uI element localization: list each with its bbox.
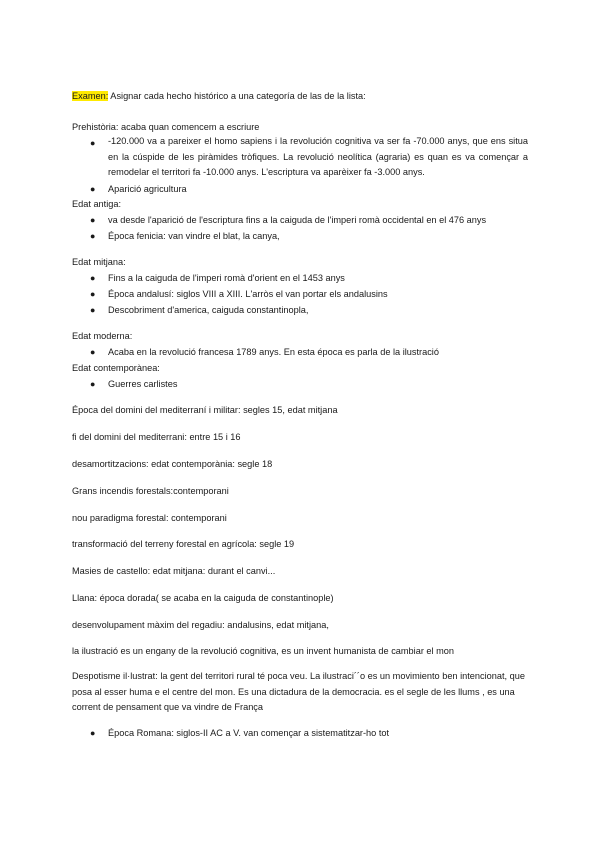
bullet-icon: ● (90, 289, 96, 299)
bullet-icon: ● (90, 215, 96, 225)
contemporanea-bullet-1: Guerres carlistes (108, 379, 178, 389)
prehistoria-heading: Prehistòria: acaba quan comencem a escriure (72, 122, 260, 132)
bullet-icon: ● (90, 184, 96, 194)
exam-instruction (72, 90, 366, 102)
note-line: Masies de castello: edat mitjana: durant el canvi... (72, 566, 276, 576)
bullet-icon: ● (90, 305, 96, 315)
bullet-icon: ● (90, 273, 96, 283)
bullet-icon: ● (90, 379, 96, 389)
mitjana-bullet-3: Descobriment d'america, caiguda constantinopla, (108, 305, 309, 315)
mitjana-bullet-1: Fins a la caiguda de l'imperi romà d'orient en el 1453 anys (108, 273, 345, 283)
bullet-icon: ● (90, 231, 96, 241)
note-line: Época del domini del mediterraní i militar: segles 15, edat mitjana (72, 405, 338, 415)
prehistoria-bullet-1: -120.000 va a pareixer el homo sapiens i la revolución cognitiva va ser fa -70.000 anys, que ens situa en la cúspide de les piràmides tròfiques. La revolució neolítica (agraria) es quan es va començar a remodelar el territori fa -10.000 anys. L'escriptura va aparèixer fa -3.000 anys. (108, 136, 528, 177)
note-line: Llana: época dorada( se acaba en la caiguda de constantinople) (72, 593, 334, 603)
mitjana-bullet-2: Época andalusí: siglos VIII a XIII. L'arròs el van portar els andalusins (108, 289, 388, 299)
note-line: fi del domini del mediterrani: entre 15 i 16 (72, 432, 241, 442)
note-line: la ilustració es un engany de la revolució cognitiva, es un invent humanista de cambiar el mon (72, 646, 455, 656)
romana-bullet: Época Romana: siglos-II AC a V. van començar a sistematitzar-ho tot (108, 728, 390, 738)
bullet-icon: ● (90, 138, 96, 148)
prehistoria-bullet-2: Aparició agricultura (108, 184, 187, 194)
antiga-bullet-2: Época fenicia: van vindre el blat, la canya, (108, 231, 280, 241)
bullet-icon: ● (90, 728, 96, 738)
note-line: nou paradigma forestal: contemporani (72, 513, 227, 523)
moderna-bullet-1: Acaba en la revolució francesa 1789 anys. En esta época es parla de la ilustració (108, 347, 439, 357)
mitjana-heading: Edat mitjana: (72, 257, 126, 267)
note-line: desenvolupament màxim del regadiu: andalusins, edat mitjana, (72, 620, 329, 630)
exam-instruction-text: Asignar cada hecho histórico a una categoría de las de la lista: (108, 91, 366, 101)
moderna-heading: Edat moderna: (72, 331, 133, 341)
antiga-bullet-1: va desde l'aparició de l'escriptura fins a la caiguda de l'imperi romà occidental en el 476 anys (108, 215, 487, 225)
note-line: Grans incendis forestals:contemporani (72, 486, 229, 496)
contemporanea-heading: Edat contemporànea: (72, 363, 160, 373)
despotisme-paragraph: Despotisme il·lustrat: la gent del territori rural té poca veu. La ilustraci´´o es un movimiento ben intencionat, que posa al esser huma e el centre del mon. Es una dictadura de la democracia. es el segle de les llums , es una corrent de pensament que va vindre de França (72, 671, 525, 712)
bullet-icon: ● (90, 347, 96, 357)
exam-label-highlight: Examen: (72, 91, 109, 101)
antiga-heading: Edat antiga: (72, 199, 122, 209)
note-line: desamortitzacions: edat contemporània: segle 18 (72, 459, 273, 469)
note-line: transformació del terreny forestal en agrícola: segle 19 (72, 539, 295, 549)
